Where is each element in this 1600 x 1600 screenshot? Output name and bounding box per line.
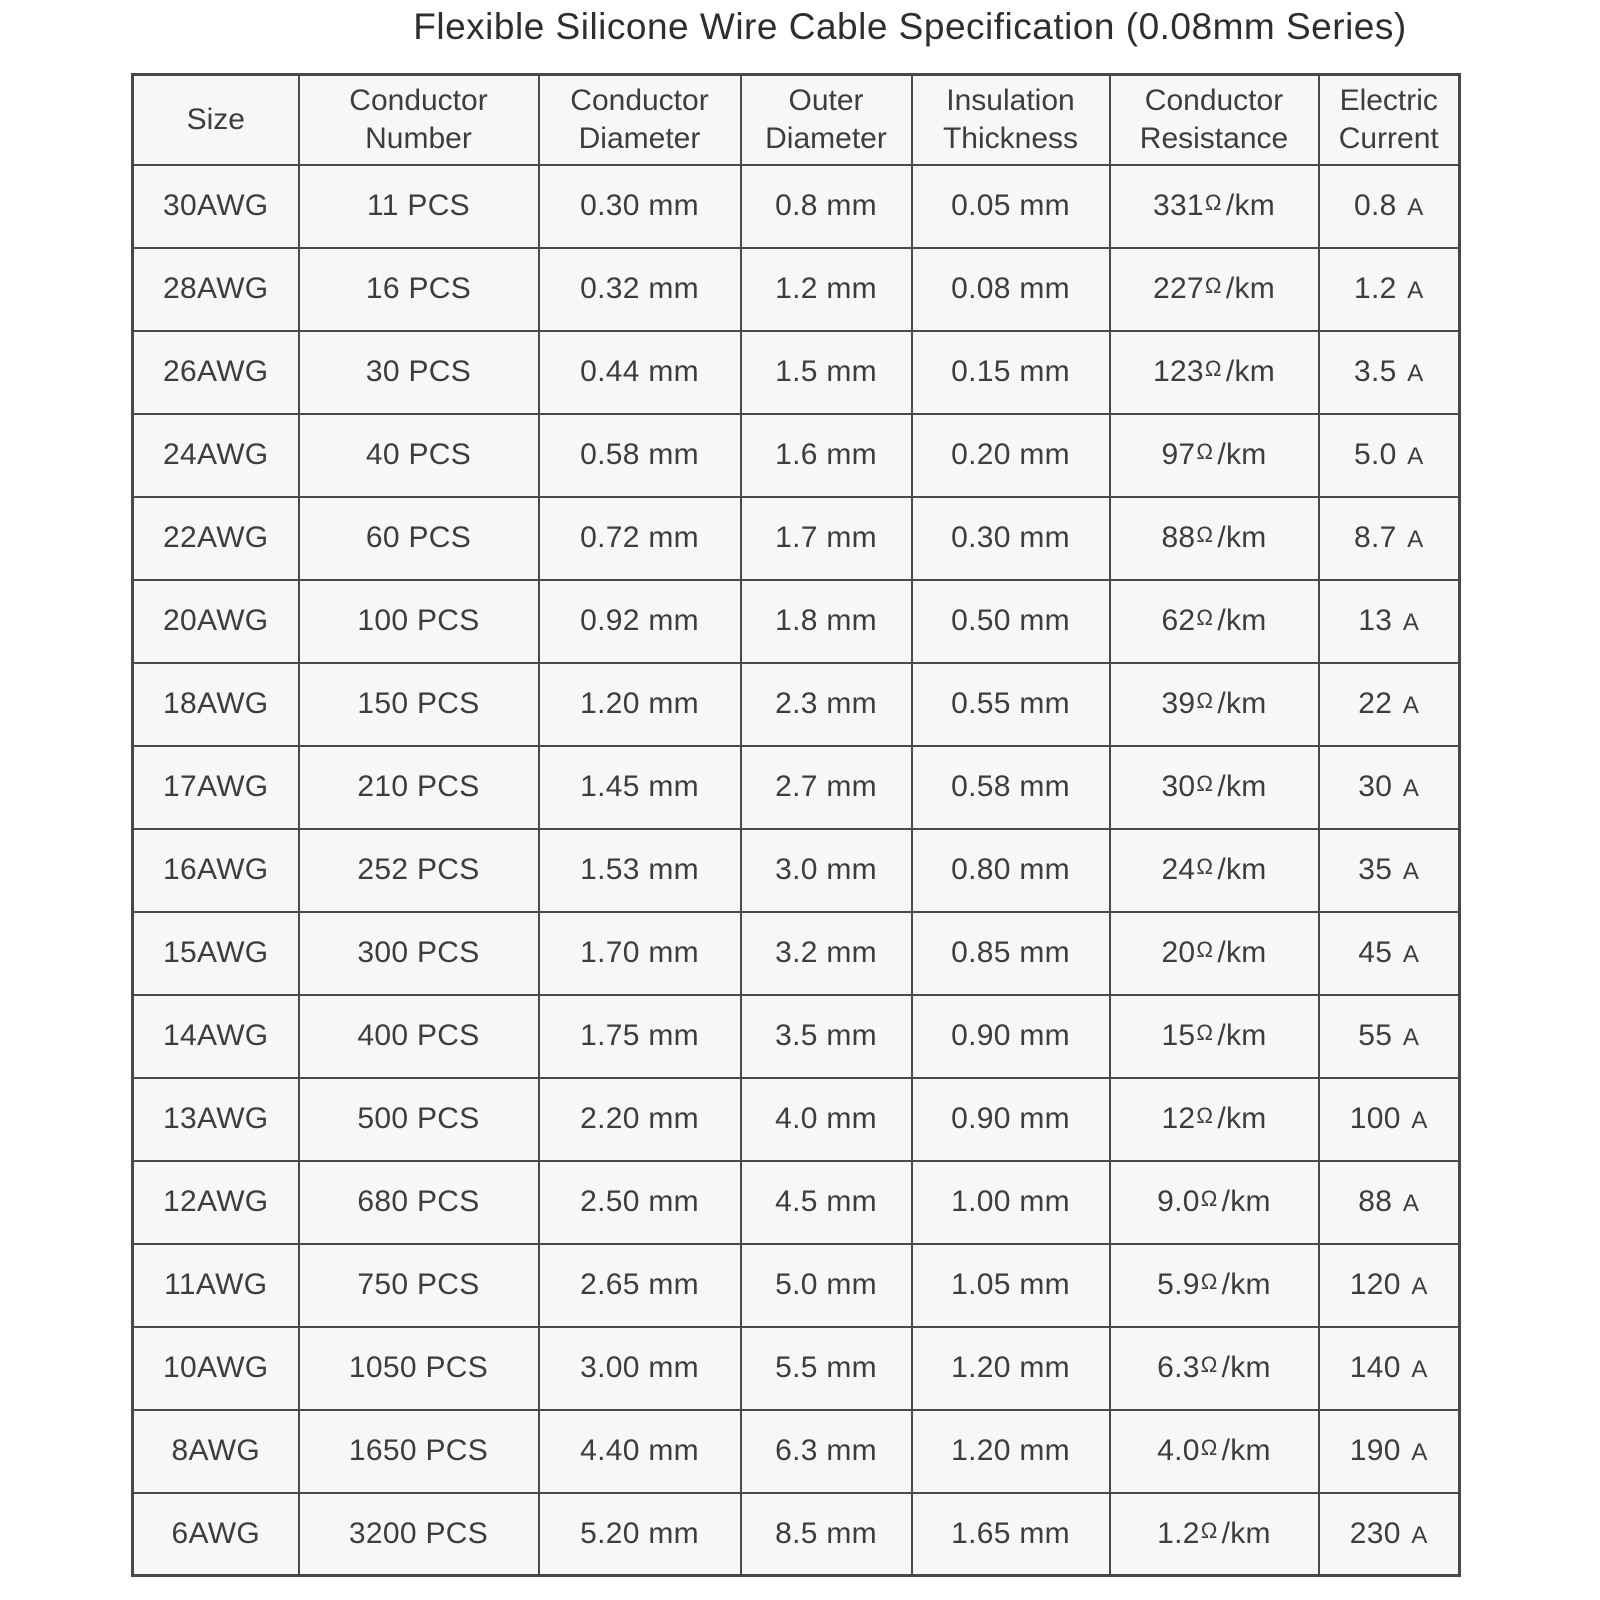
table-cell: 1.7 mm [741, 497, 912, 580]
table-cell: 1650 PCS [299, 1410, 539, 1493]
table-row [133, 1244, 1460, 1327]
table-cell: 1.6 mm [741, 414, 912, 497]
table-cell: 123Ω /km [1110, 331, 1319, 414]
table-row [133, 663, 1460, 746]
table-cell: 0.58 mm [539, 414, 741, 497]
table-cell: 1.45 mm [539, 746, 741, 829]
table-cell: 13AWG [133, 1078, 299, 1161]
ampere-unit: A [1407, 443, 1424, 470]
table-cell: 1.05 mm [912, 1244, 1110, 1327]
table-cell: 227Ω /km [1110, 248, 1319, 331]
table-cell: 0.8 A [1319, 165, 1460, 248]
table-cell: 0.90 mm [912, 995, 1110, 1078]
table-cell: 12AWG [133, 1161, 299, 1244]
table-cell: 2.3 mm [741, 663, 912, 746]
table-cell: 750 PCS [299, 1244, 539, 1327]
table-row [133, 746, 1460, 829]
table-cell: 30 PCS [299, 331, 539, 414]
ohm-symbol: Ω [1200, 1435, 1218, 1461]
table-cell: 1050 PCS [299, 1327, 539, 1410]
table-cell: 400 PCS [299, 995, 539, 1078]
table-cell: 26AWG [133, 331, 299, 414]
table-cell: 0.80 mm [912, 829, 1110, 912]
ampere-unit: A [1402, 775, 1420, 802]
ohm-symbol: Ω [1196, 1020, 1214, 1046]
table-cell: 17AWG [133, 746, 299, 829]
table-row [133, 1493, 1460, 1576]
table-cell: 11AWG [133, 1244, 299, 1327]
table-cell: 140 A [1319, 1327, 1460, 1410]
table-cell: 0.50 mm [912, 580, 1110, 663]
ohm-symbol: Ω [1200, 1269, 1218, 1295]
table-cell: 11 PCS [299, 165, 539, 248]
column-header: Conductor Number [299, 75, 539, 165]
table-cell: 28AWG [133, 248, 299, 331]
ampere-unit: A [1402, 941, 1420, 968]
table-cell: 0.58 mm [912, 746, 1110, 829]
table-cell: 1.2Ω /km [1110, 1493, 1319, 1576]
table-cell: 100 A [1319, 1078, 1460, 1161]
header-row [133, 75, 1460, 165]
table-row [133, 1078, 1460, 1161]
table-cell: 5.0 A [1319, 414, 1460, 497]
ampere-unit: A [1402, 692, 1420, 719]
table-cell: 1.65 mm [912, 1493, 1110, 1576]
table-cell: 100 PCS [299, 580, 539, 663]
table-cell: 190 A [1319, 1410, 1460, 1493]
table-row [133, 331, 1460, 414]
ohm-symbol: Ω [1196, 522, 1214, 548]
table-cell: 0.90 mm [912, 1078, 1110, 1161]
table-cell: 3200 PCS [299, 1493, 539, 1576]
table-cell: 3.00 mm [539, 1327, 741, 1410]
table-cell: 40 PCS [299, 414, 539, 497]
table-cell: 0.30 mm [912, 497, 1110, 580]
table-cell: 5.0 mm [741, 1244, 912, 1327]
table-cell: 0.20 mm [912, 414, 1110, 497]
page-title: Flexible Silicone Wire Cable Specification (0.08mm Series) [413, 6, 1407, 47]
table-cell: 60 PCS [299, 497, 539, 580]
table-cell: 0.8 mm [741, 165, 912, 248]
table-cell: 3.5 A [1319, 331, 1460, 414]
table-cell: 120 A [1319, 1244, 1460, 1327]
table-cell: 230 A [1319, 1493, 1460, 1576]
table-cell: 55 A [1319, 995, 1460, 1078]
table-cell: 18AWG [133, 663, 299, 746]
table-cell: 500 PCS [299, 1078, 539, 1161]
table-cell: 1.53 mm [539, 829, 741, 912]
table-row [133, 414, 1460, 497]
table-cell: 2.20 mm [539, 1078, 741, 1161]
table-row [133, 1161, 1460, 1244]
ohm-symbol: Ω [1196, 937, 1214, 963]
column-header: Insulation Thickness [912, 75, 1110, 165]
ohm-symbol: Ω [1200, 1352, 1218, 1378]
table-cell: 331Ω /km [1110, 165, 1319, 248]
ampere-unit: A [1407, 194, 1424, 221]
table-cell: 0.30 mm [539, 165, 741, 248]
table-cell: 62Ω /km [1110, 580, 1319, 663]
table-cell: 39Ω /km [1110, 663, 1319, 746]
ohm-symbol: Ω [1204, 356, 1222, 382]
table-cell: 45 A [1319, 912, 1460, 995]
table-cell: 88 A [1319, 1161, 1460, 1244]
table-cell: 1.5 mm [741, 331, 912, 414]
ohm-symbol: Ω [1204, 273, 1222, 299]
table-cell: 88Ω /km [1110, 497, 1319, 580]
table-cell: 300 PCS [299, 912, 539, 995]
table-cell: 22 A [1319, 663, 1460, 746]
table-cell: 0.92 mm [539, 580, 741, 663]
table-body [133, 165, 1460, 1576]
table-cell: 1.2 A [1319, 248, 1460, 331]
ampere-unit: A [1411, 1439, 1428, 1466]
ampere-unit: A [1402, 609, 1420, 636]
table-cell: 20Ω /km [1110, 912, 1319, 995]
table-cell: 30Ω /km [1110, 746, 1319, 829]
table-cell: 1.20 mm [912, 1327, 1110, 1410]
table-row [133, 995, 1460, 1078]
table-cell: 30 A [1319, 746, 1460, 829]
table-cell: 1.2 mm [741, 248, 912, 331]
column-header: Size [133, 75, 299, 165]
table-cell: 4.40 mm [539, 1410, 741, 1493]
table-cell: 1.20 mm [539, 663, 741, 746]
table-cell: 0.44 mm [539, 331, 741, 414]
table-row [133, 1410, 1460, 1493]
table-cell: 15Ω /km [1110, 995, 1319, 1078]
table-cell: 14AWG [133, 995, 299, 1078]
table-cell: 0.05 mm [912, 165, 1110, 248]
table-cell: 13 A [1319, 580, 1460, 663]
table-cell: 6.3Ω /km [1110, 1327, 1319, 1410]
table-cell: 10AWG [133, 1327, 299, 1410]
table-cell: 2.7 mm [741, 746, 912, 829]
ohm-symbol: Ω [1196, 771, 1214, 797]
table-cell: 680 PCS [299, 1161, 539, 1244]
ohm-symbol: Ω [1196, 1103, 1214, 1129]
table-cell: 150 PCS [299, 663, 539, 746]
table-cell: 9.0Ω /km [1110, 1161, 1319, 1244]
table-cell: 1.70 mm [539, 912, 741, 995]
table-cell: 97Ω /km [1110, 414, 1319, 497]
table-cell: 252 PCS [299, 829, 539, 912]
table-row [133, 829, 1460, 912]
table-cell: 8.7 A [1319, 497, 1460, 580]
table-cell: 3.2 mm [741, 912, 912, 995]
spec-table [131, 73, 1461, 1577]
table-cell: 0.32 mm [539, 248, 741, 331]
table-cell: 8AWG [133, 1410, 299, 1493]
table-cell: 0.08 mm [912, 248, 1110, 331]
table-cell: 3.5 mm [741, 995, 912, 1078]
table-row [133, 248, 1460, 331]
table-cell: 24Ω /km [1110, 829, 1319, 912]
ampere-unit: A [1411, 1273, 1428, 1300]
table-cell: 1.20 mm [912, 1410, 1110, 1493]
table-cell: 5.5 mm [741, 1327, 912, 1410]
table-cell: 0.55 mm [912, 663, 1110, 746]
table-cell: 20AWG [133, 580, 299, 663]
ohm-symbol: Ω [1196, 688, 1214, 714]
ampere-unit: A [1402, 858, 1420, 885]
table-cell: 2.50 mm [539, 1161, 741, 1244]
table-cell: 4.0 mm [741, 1078, 912, 1161]
table-cell: 15AWG [133, 912, 299, 995]
table-cell: 0.15 mm [912, 331, 1110, 414]
column-header: Outer Diameter [741, 75, 912, 165]
table-cell: 2.65 mm [539, 1244, 741, 1327]
table-cell: 16 PCS [299, 248, 539, 331]
table-row [133, 165, 1460, 248]
ohm-symbol: Ω [1196, 854, 1214, 880]
table-cell: 22AWG [133, 497, 299, 580]
table-cell: 24AWG [133, 414, 299, 497]
table-cell: 12Ω /km [1110, 1078, 1319, 1161]
ampere-unit: A [1402, 1190, 1420, 1217]
column-header: Conductor Diameter [539, 75, 741, 165]
table-cell: 30AWG [133, 165, 299, 248]
ohm-symbol: Ω [1196, 605, 1214, 631]
ampere-unit: A [1407, 526, 1424, 553]
table-cell: 0.85 mm [912, 912, 1110, 995]
table-cell: 5.9Ω /km [1110, 1244, 1319, 1327]
table-row [133, 580, 1460, 663]
table-cell: 8.5 mm [741, 1493, 912, 1576]
ohm-symbol: Ω [1200, 1517, 1218, 1543]
table-cell: 1.00 mm [912, 1161, 1110, 1244]
table-cell: 4.5 mm [741, 1161, 912, 1244]
table-cell: 5.20 mm [539, 1493, 741, 1576]
table-cell: 16AWG [133, 829, 299, 912]
ohm-symbol: Ω [1204, 190, 1222, 216]
table-cell: 4.0Ω /km [1110, 1410, 1319, 1493]
table-row [133, 912, 1460, 995]
table-row [133, 1327, 1460, 1410]
column-header: Conductor Resistance [1110, 75, 1319, 165]
table-cell: 6.3 mm [741, 1410, 912, 1493]
ampere-unit: A [1407, 277, 1424, 304]
table-cell: 6AWG [133, 1493, 299, 1576]
table-cell: 3.0 mm [741, 829, 912, 912]
table-cell: 0.72 mm [539, 497, 741, 580]
table-cell: 1.8 mm [741, 580, 912, 663]
table-cell: 35 A [1319, 829, 1460, 912]
ohm-symbol: Ω [1200, 1186, 1218, 1212]
table-row [133, 497, 1460, 580]
ampere-unit: A [1411, 1521, 1428, 1549]
table-cell: 210 PCS [299, 746, 539, 829]
ampere-unit: A [1411, 1356, 1428, 1383]
ampere-unit: A [1407, 360, 1424, 387]
ampere-unit: A [1402, 1024, 1420, 1051]
ohm-symbol: Ω [1196, 439, 1214, 465]
table-cell: 1.75 mm [539, 995, 741, 1078]
column-header: Electric Current [1319, 75, 1460, 165]
ampere-unit: A [1411, 1107, 1428, 1134]
